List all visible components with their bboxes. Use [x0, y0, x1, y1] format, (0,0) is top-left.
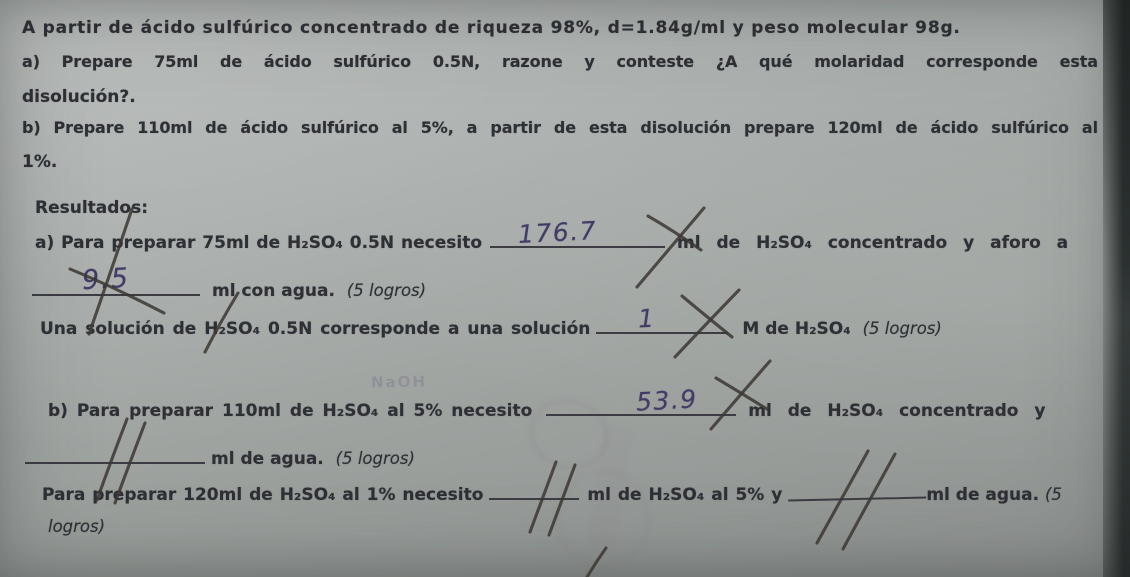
printed-text: ml con agua. [212, 281, 335, 301]
answer-blank [490, 215, 665, 250]
printed-text: Para preparar 120ml de H₂SO₄ al 1% necesito [42, 485, 484, 505]
problem-item-a-line1: a) Prepare 75ml de ácido sulfúrico 0.5N, razone y conteste ¿A qué molaridad corresponde esta [22, 52, 1098, 71]
answer-blank [596, 303, 728, 334]
score-label-continued: logros) [48, 517, 106, 536]
results-heading: Resultados: [35, 198, 149, 218]
problem-item-a-line2: disolución?. [22, 87, 136, 107]
printed-text: ml de H₂SO₄ concentrado y [748, 401, 1046, 421]
results-line-a-molarity [40, 303, 942, 343]
results-line-b-dilution [42, 480, 1062, 509]
problem-item-b-line2: 1%. [22, 152, 58, 172]
printed-text: Una solución de H₂SO₄ 0.5N corresponde a una solución [40, 319, 591, 339]
score-label: (5 logros) [862, 319, 942, 338]
answer-blank [546, 384, 736, 417]
handwritten-answer: 9.5 [81, 262, 131, 297]
results-line-b-need [48, 384, 1046, 425]
printed-text: ml de H₂SO₄ concentrado y aforo a [677, 233, 1069, 253]
problem-intro: A partir de ácido sulfúrico concentrado de riqueza 98%, d=1.84g/ml y peso molecular 98g. [22, 18, 961, 38]
printed-text: M de H₂SO₄ [742, 319, 851, 339]
pencil-annotation-naoh: NaOH [370, 372, 428, 392]
results-line-a-water [32, 262, 427, 305]
problem-item-b-line1: b) Prepare 110ml de ácido sulfúrico al 5%, a partir de esta disolución prepare 120ml de ácido sulfúrico al [22, 118, 1098, 137]
answer-blank [25, 444, 205, 464]
handwritten-answer: 1 [637, 303, 657, 334]
results-line-a-need [35, 215, 1069, 257]
score-label: (5 [1044, 485, 1062, 504]
score-label: (5 logros) [335, 449, 415, 468]
printed-text: b) Para preparar 110ml de H₂SO₄ al 5% necesito [48, 401, 533, 421]
printed-text: a) Para preparar 75ml de H₂SO₄ 0.5N necesito [35, 233, 483, 253]
results-line-b-water [25, 444, 415, 473]
handwritten-answer: 53.9 [635, 384, 699, 417]
answer-blank [32, 262, 200, 297]
answer-blank [489, 480, 579, 500]
printed-text: ml de agua. [211, 449, 324, 469]
answer-blank [788, 479, 926, 502]
printed-text: ml de H₂SO₄ al 5% y [587, 485, 783, 505]
printed-text: ml de agua. [926, 485, 1040, 505]
stray-ink-stroke-bottom [587, 548, 606, 577]
photo-paper-edge [1103, 0, 1130, 577]
score-label: (5 logros) [346, 281, 427, 300]
handwritten-answer: 176.7 [517, 215, 598, 250]
